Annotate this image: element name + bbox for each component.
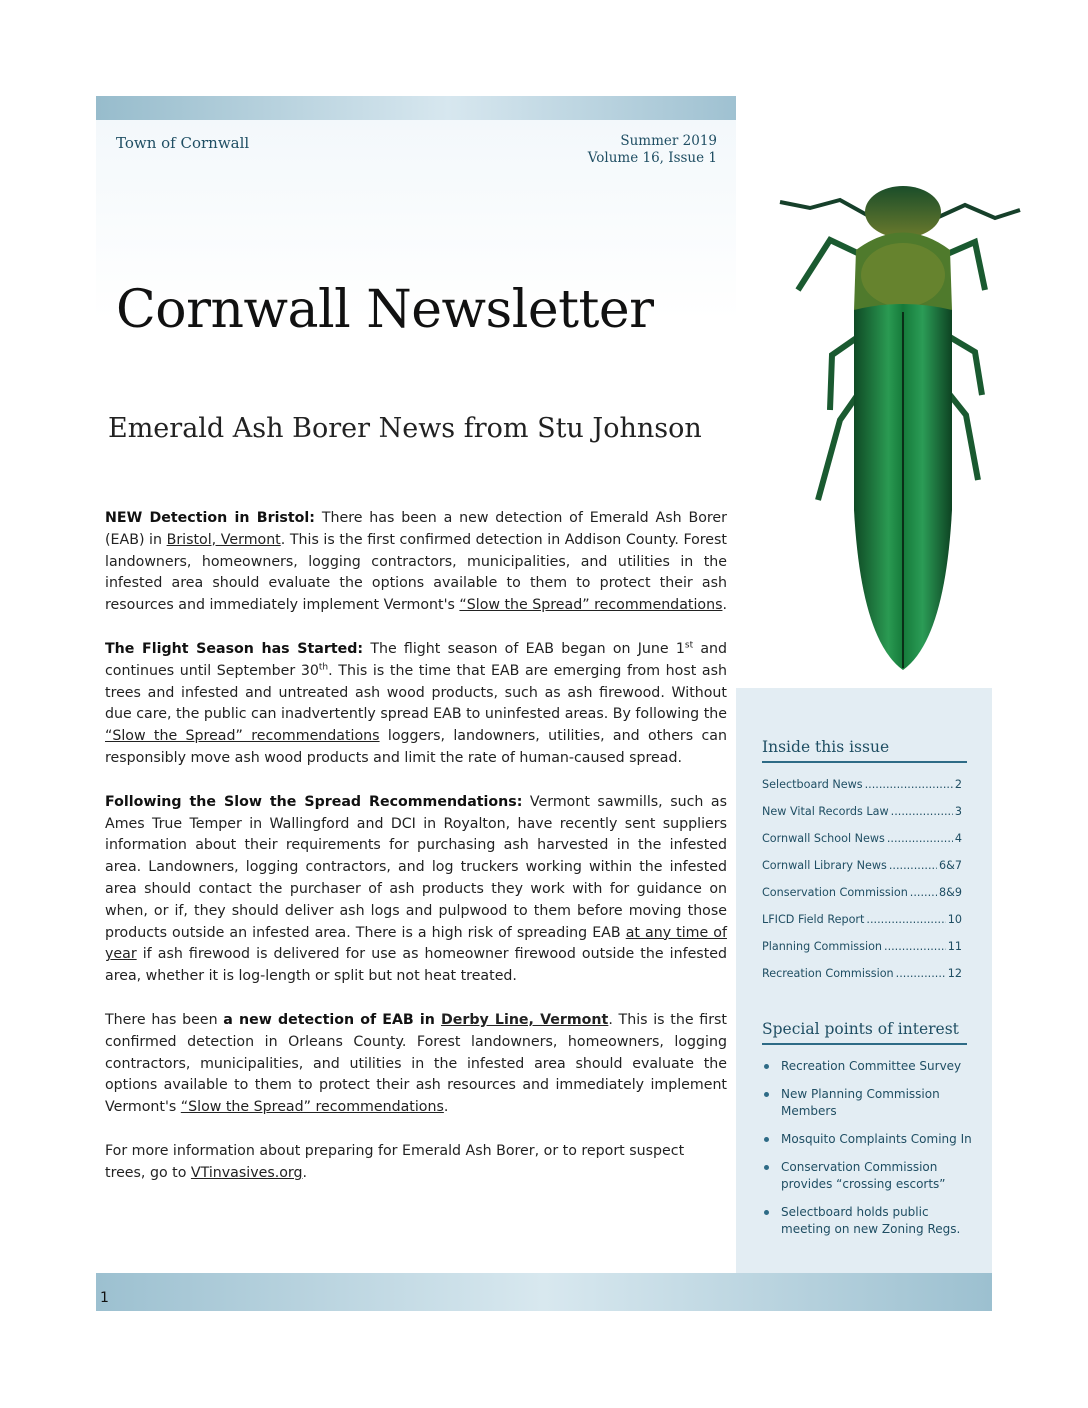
toc-label: New Vital Records Law [762, 805, 889, 818]
toc-item[interactable] [762, 913, 962, 940]
text: There has been [105, 1011, 224, 1028]
link-derby-line[interactable]: Derby Line, Vermont [440, 1011, 609, 1028]
special-point-item: Recreation Committee Survey [762, 1058, 972, 1075]
toc-page: 12 [947, 967, 962, 980]
toc-label: Cornwall Library News [762, 859, 887, 872]
special-points-heading: Special points of interest [762, 1020, 967, 1045]
link-slow-the-spread-2[interactable]: “Slow the Spread” recommendations [105, 728, 380, 745]
toc-leader-dots [910, 886, 937, 899]
paragraph-derby-line [105, 1010, 727, 1119]
toc-page: 8&9 [939, 886, 962, 899]
sidebar [736, 688, 992, 1273]
toc-label: Conservation Commission [762, 886, 908, 899]
paragraph-bristol [105, 508, 727, 617]
special-point-item: Conservation Commission provides “crossing escorts” [762, 1159, 972, 1193]
toc-page: 11 [947, 940, 962, 953]
special-point-item: New Planning Commission Members [762, 1086, 972, 1120]
link-vtinvasives[interactable]: VTinvasives.org [190, 1164, 303, 1181]
toc-leader-dots [896, 967, 946, 980]
text: if ash firewood is delivered for use as homeowner firewood outside the infested area, whether it is log-length or split but not heat treated. [105, 946, 727, 985]
text: . [443, 1099, 449, 1116]
superscript: st [684, 640, 694, 651]
special-point-item: Mosquito Complaints Coming In [762, 1131, 972, 1148]
text: a new detection of EAB in [223, 1011, 441, 1028]
text: and continues until September 30 [105, 640, 728, 679]
toc-leader-dots [884, 940, 946, 953]
toc-item[interactable] [762, 805, 962, 832]
text: loggers, landowners, utilities, and others can responsibly move ash wood products and limit the rate of human-caused spread. [105, 728, 727, 766]
text: . [302, 1164, 308, 1181]
paragraph-recommendations [105, 792, 727, 988]
toc-item[interactable] [762, 940, 962, 967]
lead-recommendations: Following the Slow the Spread Recommendations: [105, 793, 523, 810]
lead-bristol: NEW Detection in Bristol: [105, 510, 315, 526]
text: . This is the first confirmed detection in Orleans County. Forest landowners, homeowners, logging contractors, municipalities, and utilities in the infested area should evaluate the options available to them to protect their ash resources and immediately implement Vermont's [105, 1011, 727, 1116]
lead-flight-season: The Flight Season has Started: [105, 640, 364, 657]
toc-leader-dots [865, 778, 953, 791]
text: . [722, 597, 727, 614]
text: The flight season of EAB began on June 1 [363, 640, 685, 657]
text: . This is the first confirmed detection in Addison County. Forest landowners, homeowners, logging contractors, municipalities, and utilities in the infested area should evaluate the options available to them to protect their ash resources and immediately implement Vermont's [105, 531, 727, 614]
toc-item[interactable] [762, 778, 962, 805]
town-name: Town of Cornwall [116, 134, 250, 152]
newsletter-title: Cornwall Newsletter [116, 280, 654, 340]
text: There has been a new detection of Emerald Ash Borer (EAB) in [105, 510, 727, 548]
page-number: 1 [100, 1290, 109, 1306]
text: Vermont sawmills, such as Ames True Temper in Wallingford and DCI in Royalton, have recently sent suppliers information about their requirements for purchasing ash harvested in the infested area. Landowners, logging contractors, and log truckers working within the infested area should contact the purchaser of ash products they work with for guidance on when, or if, they should deliver ash logs and pulpwood to them before moving those products outside an infested area. There is a high risk of spreading EAB [105, 793, 727, 941]
article-headline: Emerald Ash Borer News from Stu Johnson [108, 413, 702, 444]
paragraph-more-info [105, 1141, 727, 1185]
toc-leader-dots [866, 913, 945, 926]
toc-item[interactable] [762, 967, 962, 994]
header-bar [96, 96, 736, 120]
toc-item[interactable] [762, 832, 962, 859]
toc-leader-dots [891, 805, 953, 818]
toc-label: Recreation Commission [762, 967, 894, 980]
toc-label: LFICD Field Report [762, 913, 865, 926]
link-bristol-vermont[interactable]: Bristol, Vermont [166, 531, 281, 548]
special-point-item: Selectboard holds public meeting on new Zoning Regs. [762, 1204, 972, 1238]
paragraph-flight-season [105, 639, 727, 770]
toc-page: 6&7 [939, 859, 962, 872]
toc-page: 4 [954, 832, 962, 845]
superscript: th [318, 662, 329, 673]
toc-item[interactable] [762, 859, 962, 886]
emerald-ash-borer-image [770, 180, 1030, 675]
link-slow-the-spread[interactable]: “Slow the Spread” recommendations [459, 597, 723, 614]
issue-season: Summer 2019 [620, 133, 717, 149]
article-body [105, 508, 727, 1207]
table-of-contents [762, 778, 962, 994]
issue-volume: Volume 16, Issue 1 [587, 150, 717, 166]
issue-info [588, 133, 717, 167]
toc-leader-dots [887, 832, 953, 845]
toc-label: Selectboard News [762, 778, 863, 791]
special-points-list [762, 1058, 972, 1249]
footer-bar [96, 1273, 992, 1311]
toc-page: 3 [954, 805, 962, 818]
inside-issue-heading: Inside this issue [762, 738, 967, 763]
toc-page: 10 [947, 913, 962, 926]
toc-item[interactable] [762, 886, 962, 913]
toc-label: Planning Commission [762, 940, 883, 953]
text: For more information about preparing for Emerald Ash Borer, or to report suspect trees, go to [105, 1142, 685, 1181]
toc-label: Cornwall School News [762, 832, 885, 845]
text: . This is the time that EAB are emerging from host ash trees and infested and untreated ash wood products, such as ash firewood. Without due care, the public can inadvertently spread EAB to uninfested areas. By following the [105, 662, 728, 723]
toc-leader-dots [889, 859, 937, 872]
link-slow-the-spread-3[interactable]: “Slow the Spread” recommendations [180, 1099, 444, 1116]
toc-page: 2 [954, 778, 962, 791]
bold-new-detection [223, 1012, 608, 1028]
link-any-time-of-year[interactable]: at any time of year [105, 924, 727, 963]
